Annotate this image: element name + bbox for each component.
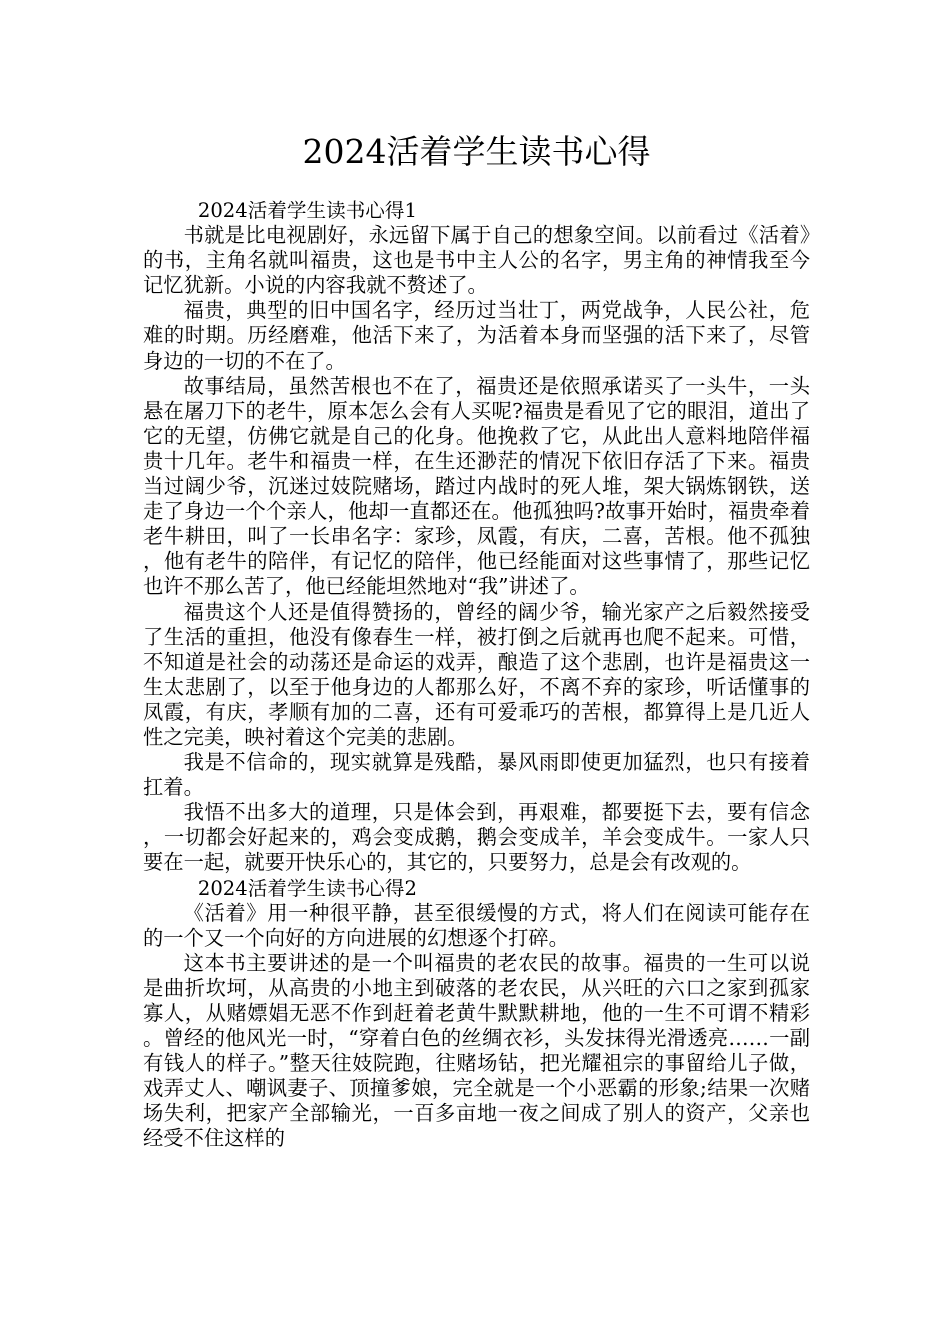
- paragraph: 《活着》用一种很平静，甚至很缓慢的方式，将人们在阅读可能存在的一个又一个向好的方向进展的幻想逐个打碎。: [143, 900, 810, 950]
- paragraph: 我是不信命的，现实就算是残酷，暴风雨即使更加猛烈，也只有接着扛着。: [143, 750, 810, 800]
- section-heading-1: 2024活着学生读书心得1: [197, 199, 417, 222]
- document-title: 2024活着学生读书心得: [302, 132, 651, 171]
- paragraph: 我悟不出多大的道理，只是体会到，再艰难，都要挺下去，要有信念，一切都会好起来的，鸡会变成鹅，鹅会变成羊，羊会变成牛。一家人只要在一起，就要开快乐心的，其它的，只要努力，总是会有改观的。: [143, 800, 810, 875]
- paragraph: 故事结局，虽然苦根也不在了，福贵还是依照承诺买了一头牛，一头悬在屠刀下的老牛，原本怎么会有人买呢?福贵是看见了它的眼泪，道出了它的无望，仿佛它就是自己的化身。他挽救了它，从此出人意料地陪伴福贵十几年。老牛和福贵一样，在生还渺茫的情况下依旧存活了下来。福贵当过阔少爷，沉迷过妓院赌场，踏过内战时的死人堆，架大锅炼钢铁，送走了身边一个个亲人，他却一直都还在。他孤独吗?故事开始时，福贵牵着老牛耕田，叫了一长串名字：家珍，凤霞，有庆，二喜，苦根。他不孤独，他有老牛的陪伴，有记忆的陪伴，他已经能面对这些事情了，那些记忆也许不那么苦了，他已经能坦然地对“我”讲述了。: [143, 373, 810, 599]
- paragraph: 福贵，典型的旧中国名字，经历过当壮丁，两党战争，人民公社，危难的时期。历经磨难，他活下来了，为活着本身而坚强的活下来了，尽管身边的一切的不在了。: [143, 298, 810, 373]
- paragraph: 书就是比电视剧好，永远留下属于自己的想象空间。以前看过《活着》的书，主角名就叫福贵，这也是书中主人公的名字，男主角的神情我至今记忆犹新。小说的内容我就不赘述了。: [143, 223, 810, 298]
- document-body: [143, 198, 810, 1152]
- paragraph: 这本书主要讲述的是一个叫福贵的老农民的故事。福贵的一生可以说是曲折坎坷，从高贵的小地主到破落的老农民，从兴旺的六口之家到孤家寡人，从赌嫖娼无恶不作到赶着老黄牛默默耕地，他的一生不可谓不精彩。曾经的他风光一时，“穿着白色的丝绸衣衫，头发抹得光滑透亮……一副有钱人的样子。”整天往妓院跑，往赌场钻，把光耀祖宗的事留给儿子做，戏弄丈人、嘲讽妻子、顶撞爹娘，完全就是一个小恶霸的形象;结果一次赌场失利，把家产全部输光，一百多亩地一夜之间成了别人的资产，父亲也经受不住这样的: [143, 950, 810, 1151]
- document-page: [143, 0, 810, 1152]
- paragraph: 福贵这个人还是值得赞扬的，曾经的阔少爷，输光家产之后毅然接受了生活的重担，他没有像春生一样，被打倒之后就再也爬不起来。可惜，不知道是社会的动荡还是命运的戏弄，酿造了这个悲剧，也许是福贵这一生太悲剧了，以至于他身边的人都那么好，不离不弃的家珍，听话懂事的凤霞，有庆，孝顺有加的二喜，还有可爱乖巧的苦根，都算得上是几近人性之完美，映衬着这个完美的悲剧。: [143, 599, 810, 749]
- section-heading-2: 2024活着学生读书心得2: [197, 876, 417, 900]
